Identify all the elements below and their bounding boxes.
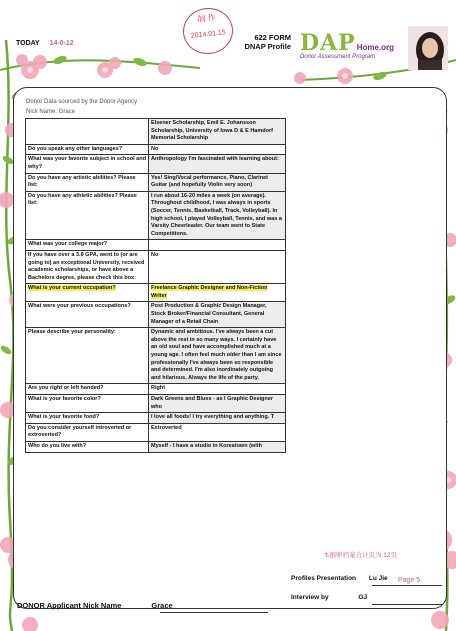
- donor-label: DONOR Applicant Nick Name: [17, 601, 122, 610]
- logo-subtitle: Donor Assessment Program: [300, 54, 376, 60]
- form-title-line2: DNAP Profile: [244, 42, 291, 51]
- profiles-label: Profiles Presentation: [291, 575, 357, 582]
- answer-cell: [149, 144, 286, 155]
- table-row: [26, 441, 286, 452]
- question-cell: [26, 384, 149, 395]
- answer-cell: [149, 119, 286, 145]
- answer-cell: [149, 191, 286, 240]
- question-cell: [26, 144, 149, 155]
- answer-text: Elsener Scholarship, Emil E. Johansson Scholarship, University of Iowa D & E Hamdorf Memorial Scholarship: [151, 120, 273, 142]
- interview-value: GJ: [358, 594, 368, 601]
- table-row: [26, 119, 286, 145]
- question-cell: [26, 302, 149, 328]
- logo-small: Home.org: [356, 43, 395, 52]
- question-text: Are you right or left handed?: [28, 385, 104, 392]
- question-cell: [26, 423, 149, 441]
- donor-applicant: [17, 601, 173, 610]
- question-text: Who do you live with?: [28, 442, 87, 449]
- question-cell: [26, 328, 149, 384]
- answer-text: Yes! Sing/Vocal performance, Piano, Clarinet Guitar (and hopefully Violin very soon): [151, 174, 268, 189]
- question-cell: [26, 413, 149, 424]
- logo-main: DAP: [300, 30, 356, 56]
- profiles-underline: [372, 585, 442, 586]
- answer-cell: [149, 328, 286, 384]
- answer-text: I run about 16-20 miles a week (on average). Throughout childhood, I was always in sports (Soccer, Tennis, Basketball, Track, Volleyball). In high school, I played Volleyball, Tennis, and was a Varsity Cheerleader. Our team went to State Competitions.: [151, 192, 282, 237]
- donor-underline: [160, 612, 268, 613]
- table-row: [26, 384, 286, 395]
- question-text: Do you consider yourself introverted or extroverted?: [28, 424, 132, 439]
- answer-text: Extroverted: [151, 424, 182, 431]
- question-text: Do you have any artistic abilities? Please list:: [28, 174, 136, 189]
- stamp-top-text: 制 作: [197, 13, 217, 24]
- form-title-line1: 622 FORM: [254, 33, 291, 42]
- table-row: [26, 173, 286, 191]
- today-date: 14-0-12: [49, 40, 74, 47]
- answer-cell: [149, 395, 286, 413]
- stamp-date: 2014.01.15: [190, 29, 227, 40]
- page-number: Page 5: [398, 577, 421, 584]
- table-row: [26, 328, 286, 384]
- answer-cell: [149, 240, 286, 251]
- table-row: [26, 413, 286, 424]
- question-cell: [26, 173, 149, 191]
- answer-text: Dynamic and ambitious. I've always been a cut above the rest in so many ways. I certainly have an old soul and have accomplished much at a young age. I often feel much older than I am since professionally I've always been so responsible and determined. I'm also inordinately outgoing and hilarious. Always the life of the party.: [151, 329, 282, 381]
- answer-text: No: [151, 145, 159, 152]
- answer-cell: [149, 423, 286, 441]
- answer-text: Freelance Graphic Designer and Non-Fiction Writer: [151, 285, 268, 299]
- answer-cell: [149, 302, 286, 328]
- answer-cell: [149, 441, 286, 452]
- answer-text: Anthropology I'm fascinated with learning about:: [151, 156, 279, 163]
- question-text: What is your favorite color?: [28, 396, 101, 402]
- question-text: If you have over a 3.8 GPA, went to (or are going to) an exceptional University, received academic scholarships, or have above a Bachelors degree, please check this box:: [28, 251, 145, 281]
- question-cell: [26, 395, 149, 413]
- table-row: [26, 250, 286, 283]
- today-label: TODAY: [16, 40, 40, 47]
- question-cell: [26, 250, 149, 283]
- answer-cell: [149, 155, 286, 173]
- nick-name-line: Nick Name: Grace: [26, 109, 76, 115]
- answer-text: Right: [151, 385, 166, 392]
- donor-value: Grace: [151, 601, 173, 610]
- answer-text: Myself - I have a studio in Koreatown (with: [151, 442, 262, 449]
- question-text: What were your previous occupations?: [28, 303, 131, 310]
- profile-table: [25, 118, 285, 453]
- answer-cell: [149, 173, 286, 191]
- question-text: Do you have any athletic abilities? Please list:: [28, 192, 137, 207]
- question-text: What was your college major?: [28, 241, 108, 248]
- answer-cell: [149, 250, 286, 283]
- question-text: Please describe your personality:: [28, 329, 116, 336]
- form-title: [236, 33, 291, 51]
- question-cell: [26, 191, 149, 240]
- answer-cell: [149, 284, 286, 302]
- question-text: What is your favorite food?: [28, 414, 100, 421]
- table-row: [26, 155, 286, 173]
- today-label-group: [16, 40, 74, 47]
- answer-text: Dark Greens and Blues - as I Graphic Designer who: [151, 396, 273, 410]
- question-cell: [26, 441, 149, 452]
- question-text: Do you speak any other languages?: [28, 145, 123, 152]
- dap-logo: [300, 30, 408, 60]
- page-count-note: 本捐卵档案合计页为 12页: [323, 552, 398, 559]
- profiles-presentation: [291, 575, 388, 582]
- answer-text: Post Production & Graphic Design Manager, Stock Broker/Financial Consultant, General Manager of a Retail Chain: [151, 303, 267, 325]
- table-row: [26, 191, 286, 240]
- profiles-value: Lu Jie: [368, 575, 388, 582]
- question-cell: [26, 155, 149, 173]
- table-row: [26, 395, 286, 413]
- answer-text: No: [151, 251, 159, 258]
- table-row: [26, 284, 286, 302]
- table-row: [26, 144, 286, 155]
- interview-underline: [372, 604, 442, 605]
- table-row: [26, 423, 286, 441]
- source-note: Donor Data sourced by the Donor Agency: [26, 99, 138, 105]
- donor-photo: [408, 26, 448, 70]
- interview-by: [291, 594, 367, 601]
- table-row: [26, 240, 286, 251]
- answer-cell: [149, 384, 286, 395]
- question-cell: [26, 240, 149, 251]
- question-text: What is your current occupation?: [28, 285, 116, 292]
- question-text: What was your favorite subject in school and why?: [28, 156, 146, 170]
- question-cell: [26, 284, 149, 302]
- interview-label: Interview by: [291, 594, 329, 601]
- answer-text: I love all foods! I try everything and anything. T: [151, 414, 275, 421]
- answer-cell: [149, 413, 286, 424]
- question-cell: [26, 119, 149, 145]
- table-row: [26, 302, 286, 328]
